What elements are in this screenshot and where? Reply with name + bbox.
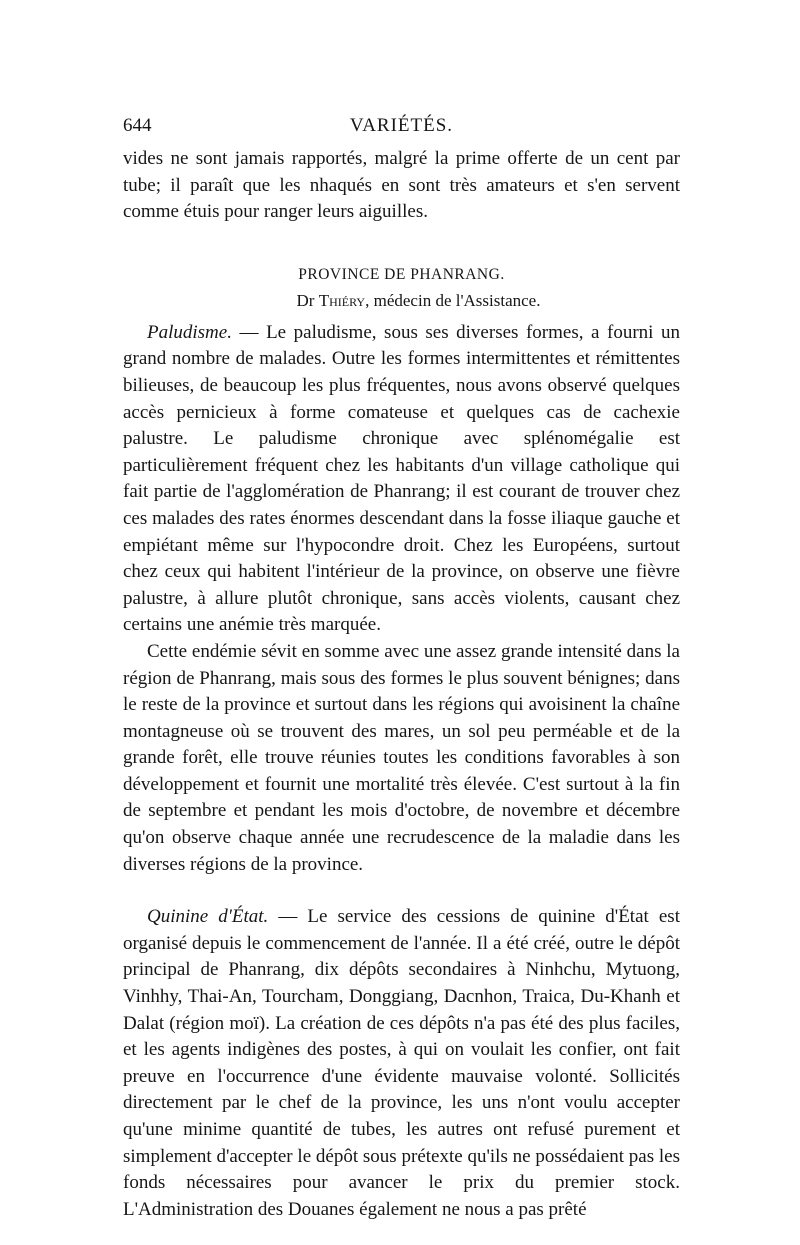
byline-name: Thiéry	[318, 290, 366, 310]
paludisme-text-1: — Le paludisme, sous ses diverses formes, a fourni un grand nombre de malades. Outre les formes intermittentes et rémittentes bilieuses, de beaucoup les plus fréquentes, nous avons observé quelques accès pernicieux à forme comateuse et quelques cas de cachexie palustre. Le paludisme chronique avec splénomégalie est particulièrement fréquent chez les habitants d'un village catholique qui fait partie de l'agglomération de Phanrang; il est courant de trouver chez ces malades des rates énormes descendant dans la fosse iliaque gauche et empiétant même sur l'hypocondre droit. Chez les Européens, surtout chez ceux qui habitent l'intérieur de la province, on observe une fièvre palustre, à allure plutôt chronique, sans accès violents, causant chez certains une anémie très marquée.	[123, 321, 680, 636]
byline-prefix: Dr	[296, 290, 315, 310]
quinine-lead: Quinine d'État.	[147, 906, 269, 928]
section-byline	[157, 288, 680, 314]
byline-suffix: , médecin de l'Assistance.	[365, 290, 541, 310]
quinine-text-1: — Le service des cessions de quinine d'État est organisé depuis le commencement de l'année. Il a été créé, outre le dépôt principal de Phanrang, dix dépôts secondaires à Ninhchu, Mytuong, Vinhhy, Thai-An, Tourcham, Donggiang, Dacnhon, Traica, Du-Khanh et Dalat (région moï). La création de ces dépôts n'a pas été des plus faciles, et les agents indigènes des postes, à qui on voulait les confier, ont fait preuve en l'occurrence d'une évidente mauvaise volonté. Sollicités directement par le chef de la province, les uns n'ont voulu accepter qu'une minime quantité de tubes, les autres ont refusé purement et simplement d'accepter le dépôt sous prétexte qu'ils ne possédaient pas les fonds nécessaires pour avancer le prix du premier stock. L'Administration des Douanes également ne nous a pas prêté	[123, 906, 680, 1220]
paludisme-lead: Paludisme.	[147, 321, 232, 343]
page-number: 644	[123, 115, 152, 136]
paludisme-paragraph-1	[123, 320, 680, 639]
page-body	[123, 146, 680, 1223]
quinine-paragraph-1	[123, 904, 680, 1223]
running-title: VARIÉTÉS.	[349, 115, 454, 136]
paragraph-gap	[123, 878, 680, 904]
section-heading: PROVINCE DE PHANRANG.	[298, 265, 505, 283]
continued-paragraph: vides ne sont jamais rapportés, malgré la prime offerte de un cent par tube; il paraît que les nhaqués en sont très amateurs et s'en servent comme étuis pour ranger leurs aiguilles.	[123, 148, 680, 223]
paludisme-paragraph-2: Cette endémie sévit en somme avec une assez grande intensité dans la région de Phanrang, mais sous des formes le plus souvent bénignes; dans le reste de la province et surtout dans les régions qui avoisinent la chaîne montagneuse où se trouvent des mares, un sol peu perméable et de la grande forêt, elle trouve réunies toutes les conditions favorables à son développement et fournit une mortalité très élevée. C'est surtout à la fin de septembre et pendant les mois d'octobre, de novembre et décembre qu'on observe chaque année une recrudescence de la maladie dans les diverses régions de la province.	[123, 640, 680, 875]
